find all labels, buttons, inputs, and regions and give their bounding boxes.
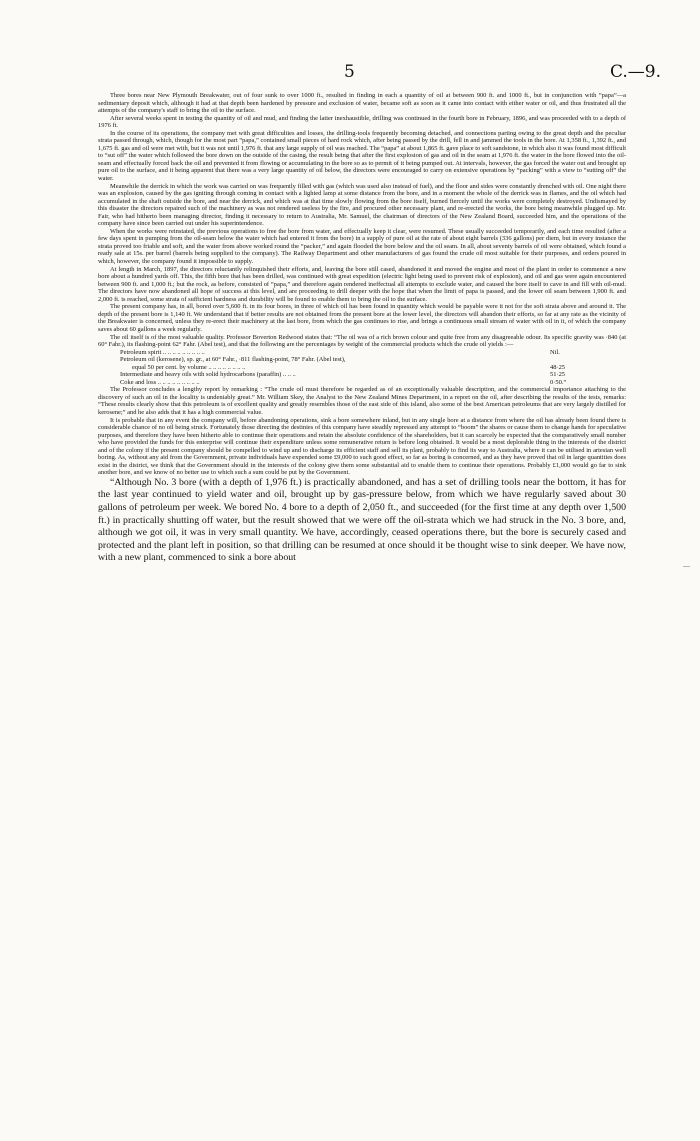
page-number: 5 [344, 62, 355, 82]
table-row [120, 371, 590, 379]
paragraph: After several weeks spent in testing the quantity of oil and mud, and finding the latter inexhaustible, drilling was continued in the fourth bore in February, 1896, and was proceeded with to a depth of 1976 ft. [98, 114, 626, 130]
table-row-value: 48·25 [550, 363, 566, 371]
table-row [120, 356, 590, 364]
paragraph: Meanwhile the derrick in which the work was carried on was frequently filled with gas (which was used also instead of fuel), and the floor and sides were constantly drenched with oil. One night there was an explosion, caused by the gas igniting through coming in contact with a lighted lamp at some distance from the bore, and in a moment the whole of the derrick was in flames, and the oil which had accumulated in the shaft outside the bore, and near the derrick, and which was at that time slowly flowing from the bore itself, burned fiercely until the works were completely destroyed. Undismayed by this disaster the directors repaired such of the machinery as was not rendered useless by the fire, and procured other necessary plant, and re-erected the works, the bore being meanwhile plugged up. Mr. Fair, who had hitherto been managing director, finding it necessary to return to Australia, Mr. Samuel, the chairman of directors of the New Zealand Board, succeeded him, and the operations of the company have since been carried out under his superintendence. [98, 182, 626, 228]
table-row-value: Nil. [550, 348, 560, 356]
table-row-value: 51·25 [550, 371, 566, 379]
large-text-section [98, 477, 626, 565]
table-row [120, 364, 590, 372]
paragraph: It is probable that in any event the company will, before abandoning operations, sink a bore somewhere inland, but in any single bore at a distance from where the oil has already been found there is considerable chance of no oil being struck. Fortunately those directing the destinies of this company have steadily repressed any attempt to “boom” the shares or cause them to change hands for speculative purposes, and therefore they have been hitherto able to continue their operations and retain the absolute confidence of the shareholders, but it can scarcely be expected that the comparatively small number who have provided the funds for this enterprise will continue their expenditure unless some remunerative return is before long obtained. It would be a most deplorable thing in the interests of the district and of the colony if the present company should be compelled to wind up and to discharge its efficient staff and sell its plant, probably to find its way to Australia, where it can be utilised in artesian well boring. As, without any aid from the Government, private individuals have expended some £9,000 to such good effect, so far as boring is concerned, and as they have proved that oil in large quantities does exist in the district, we think that the Government should in the interests of the colony give them some substantial aid to enable them to continue their operations. Probably £1,000 would go far to sink another bore, and we know of no better use to which such a sum could be put by the Government. [98, 416, 626, 477]
table-row [120, 349, 590, 357]
paragraph: In the course of its operations, the company met with great difficulties and losses, the drilling-tools frequently becoming detached, and connections parting owing to the great depth and the peculiar strata passed through, which, though for the most part “papa,” contained small pieces of hard rock which, after being passed by the drill, fell in and jammed the tools in the bore. At 1,358 ft., 1,392 ft., and 1,675 ft. gas and oil were met with, but it was not until 1,976 ft. that any large supply of oil was reached. The “papa” at about 1,865 ft. gave place to soft sandstone, in which also it was found most difficult to “sut off” the water which followed the bore down on the outside of the casing, the result being that after the first explosion of gas and oil in the seam at 1,976 ft. the water in the bore flowed into the oil-seam and effectually forced back the oil and prevented it from flowing or accumulating in the bore so as to permit of it being pumped out. At intervals, however, the gas forced the water out and brought up pure oil to the surface, and it being apparent that there was a very large quantity of oil below, the directors were encouraged to carry on extensive operations by “packing” with a view to “sutting off” the water. [98, 129, 626, 183]
table-row-label: Petroleum oil (kerosene), sp. gr., at 60° Fahr., ·811 flashing-point, 78° Fahr. (Abel test), [120, 356, 346, 364]
table-row-label: Intermediate and heavy oils with solid hydrocarbons (paraffin) .. .. .. [120, 371, 296, 379]
small-text-section-2 [98, 386, 626, 477]
margin-mark: — [683, 562, 690, 570]
document-reference: C.—9. [610, 62, 662, 82]
small-text-section [98, 92, 626, 349]
paragraph: The present company has, in all, bored over 5,600 ft. in its four bores, in three of which oil has been found in quantity which would be payable were it not for the soft strata above and around it. The depth of the present bore is 1,140 ft. We understand that if better results are not obtained from the present bore at the lower level, the directors will abandon their efforts, so far at any rate as the vicinity of the Breakwater is concerned, unless they re-erect their machinery at the last bore, from which the gas continues to rise, and brings a continuous small stream of water with oil in it, of which the company saves about 60 gallons a week regularly. [98, 303, 626, 333]
quoted-paragraph: “Although No. 3 bore (with a depth of 1,976 ft.) is practically abandoned, and has a set of drilling tools near the bottom, it has for the last year continued to yield water and oil, brought up by gas-pressure below, from which we have regularly saved about 30 gallons of petroleum per week. We bored No. 4 bore to a depth of 2,050 ft., and succeeded (for the first time at any depth over 1,500 ft.) in practically shutting off water, but the result showed that we were off the oil-strata which we had struck in the No. 3 bore, and, although we got oil, it was in very small quantity. We have, accordingly, ceased operations there, but the bore is securely cased and protected and the plant left in position, so that drilling can be resumed at once should it be thought wise to sink deeper. We have now, with a new plant, commenced to sink a bore about [98, 476, 626, 564]
paragraph: At length in March, 1897, the directors reluctantly relinquished their efforts, and, leaving the bore still cased, abandoned it and moved the engine and most of the plant in order to commence a new bore about a hundred yards off. This, the fifth bore that has been drilled, was continued with great expedition (electric light being used to prevent risk of explosion), and oil and gas were again encountered between 900 ft. and 1,000 ft.; but the rock, as before, consisted of “papa,” and therefore again rendered ineffectual all attempts to exclude water, and caused the bore itself to cave in and fill with oil-mud. The directors have now abandoned all hope of success at this level, and are proceeding to drill deeper with the hope that when the limit of papa is passed, and the lower oil seam between 1,900 ft. and 2,000 ft. is reached, some strata of sufficient hardness and durability will be found to enable them to bring the oil to the surface. [98, 265, 626, 303]
table-row-label: Petroleum spirit .. .. .. .. .. .. .. .. .. [120, 348, 205, 356]
table-row-label: Coke and loss .. .. .. .. .. .. .. .. .. [120, 378, 200, 386]
table-row-value [550, 356, 590, 364]
crude-oil-yields-table [120, 349, 590, 387]
table-row-value: 0·50.” [550, 378, 567, 386]
page-header [0, 62, 700, 84]
paragraph: The Professor concludes a lengthy report by remarking : “The crude oil must therefore be regarded as of an exceptionally valuable description, and the commercial importance attaching to the discovery of such an oil in the locality is undeniably great.” Mr. William Skey, the Analyst to the New Zealand Mines Department, in a report on the oil, after describing the results of the tests, remarks: “These results clearly show that this petroleum is of excellent quality and greatly resembles those of the east side of this island, also some of the best American petroleums that are very largely distilled for kerosene;” and he also adds that it has a high commercial value. [98, 386, 626, 416]
paragraph: When the works were reinstated, the previous operations to free the bore from water, and effectually keep it clear, were resumed. These usually succeeded temporarily, and each time resulted (after a few days spent in pumping from the oil-seam below the water which had entered it from the bore) in a supply of pure oil at the rate of about eight barrels (336 gallons) per diem, but in every instance the strata proved too friable and soft, and the water from above worked round the “packer,” and again flooded the bore below and the oil seam. In all, about seventy barrels of oil were obtained, which found a ready sale at 15s. per barrel (barrels being supplied to the company). The Railway Department and other manufacturers of gas found the crude oil most suitable for their purposes, and orders poured in which, however, the company found it impossible to supply. [98, 227, 626, 266]
table-row [120, 379, 590, 387]
paragraph: Three bores near New Plymouth Breakwater, out of four sunk to over 1000 ft., resulted in finding in each a quantity of oil at between 900 ft. and 1000 ft., but in conjunction with “papa”—a sedimentary deposit which, although it had at that depth been hardened by pressure and exclusion of water, became soft as soon as it came into contact with either water or oil, and thus frustrated all the attempts of the company's staff to bring the oil to the surface. [98, 92, 626, 115]
table-row-label: equal 50 per cent. by volume .. .. .. .. .. .. .. .. [132, 363, 246, 371]
document-body [98, 92, 626, 565]
paragraph: The oil itself is of the most valuable quality. Professor Boverton Redwood states that: “The oil was of a rich brown colour and quite free from any disagreeable odour. Its specific gravity was ·840 (at 60° Fahr.), its flashing-point 62° Fahr. (Abel test), and that the following are the percentages by weight of the commercial products which the crude oil yields :— [98, 333, 626, 349]
